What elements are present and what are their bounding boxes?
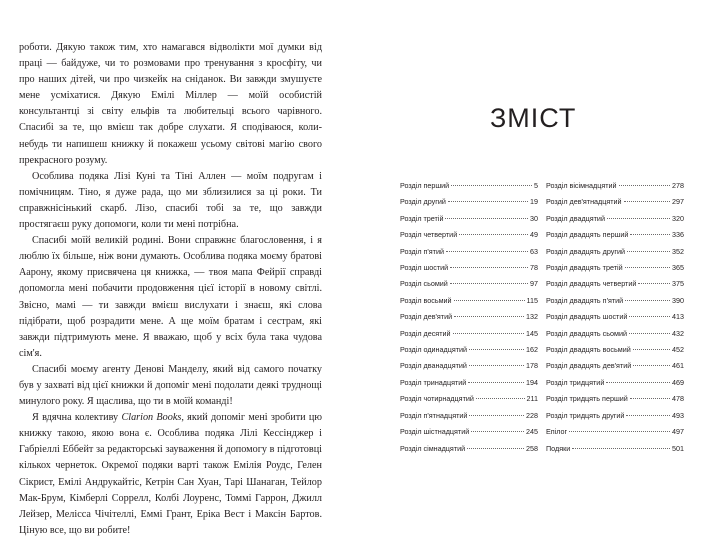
toc-entry[interactable]: [400, 358, 538, 374]
dot-leader: [467, 448, 524, 449]
dot-leader: [469, 349, 524, 350]
toc-entry[interactable]: [546, 211, 684, 227]
dot-leader: [627, 251, 670, 252]
toc-entry[interactable]: [546, 260, 684, 276]
paragraph: роботи. Дякую також тим, хто намагався відволікти мої думки від праці — байдуже, чи то розмовами про тренування з кросфіту, чи про наших дітей, чи про чизкейк на сніданок. Ви завжди змушуєте мене усміхатися. Дякую Емілі Міллер — моїй особистій консультантці зі світу ельфів та любительці всього чарівного. Спасибі за те, що вмієш так добре слухати. Я сподіваюся, коли-небудь ти напишеш книжку й покажеш усьому світові магію свого прекрасного розуму.: [19, 42, 322, 166]
dot-leader: [625, 267, 670, 268]
toc-entry-page-number: 432: [672, 328, 684, 338]
toc-entry-label: Розділ двадцять третій: [546, 263, 623, 273]
dot-leader: [469, 365, 524, 366]
toc-entry-page-number: 452: [672, 345, 684, 355]
toc-entry[interactable]: [400, 276, 538, 292]
toc-entry-page-number: 19: [530, 197, 538, 207]
toc-entry-label: Розділ восьмий: [400, 295, 452, 305]
toc-entry[interactable]: [546, 178, 684, 194]
toc-title: ЗМІСТ: [490, 103, 577, 133]
toc-entry-page-number: 297: [672, 197, 684, 207]
toc-entry[interactable]: [400, 293, 538, 309]
toc-entry[interactable]: [400, 441, 538, 457]
dot-leader: [448, 201, 528, 202]
dot-leader: [476, 398, 525, 399]
dot-leader: [572, 448, 670, 449]
toc-entry[interactable]: [400, 260, 538, 276]
paragraph: Я вдячна колективу Clarion Books, який допоміг мені зробити цю книжку такою, якою вона є. Особлива подяка Лілі Кессінджер і Габріеллі Еббейт за редакторські зауваження й допомогу в підготовці кількох чернеток. Окремої подяки варті також Емілія Роудс, Гелен Сікрист, Емілі Андрукайтіс, Кетрін Сан Хуан, Тарі Шанаган, Тейлор Мак-Брум, Кімберлі Соррелл, Колбі Лоуренс, Томмі Гаррон, Джилл Лейзер, Мелісса Чічітеллі, Еммі Грант, Еріка Вест і Максін Бартов. Ціную все, що ви робите!: [19, 412, 322, 536]
dot-leader: [453, 333, 524, 334]
toc-entry-page-number: 228: [526, 410, 538, 420]
toc-entry-label: Розділ сьомий: [400, 279, 448, 289]
dot-leader: [625, 300, 670, 301]
toc-entry-page-number: 365: [672, 263, 684, 273]
acknowledgments-text: [19, 40, 322, 539]
dot-leader: [454, 316, 524, 317]
toc-entry[interactable]: [546, 244, 684, 260]
toc-entry[interactable]: [400, 309, 538, 325]
toc-entry-label: Розділ двадцять шостий: [546, 312, 628, 322]
toc-entry-label: Розділ двадцять сьомий: [546, 328, 627, 338]
toc-entry-label: Розділ одинадцятий: [400, 345, 468, 355]
toc-entry-label: Епілог: [546, 427, 568, 437]
toc-entry-page-number: 478: [672, 394, 684, 404]
toc-entry-label: Розділ сімнадцятий: [400, 443, 466, 453]
dot-leader: [445, 218, 528, 219]
toc-entry-label: Розділ дванадцятий: [400, 361, 467, 371]
toc-entry-page-number: 162: [526, 345, 538, 355]
toc-entry[interactable]: [400, 326, 538, 342]
toc-entry-page-number: 30: [530, 213, 538, 223]
toc-entry-label: Розділ десятий: [400, 328, 451, 338]
toc-entry-page-number: 5: [534, 181, 538, 190]
dot-leader: [451, 185, 532, 186]
toc-entry[interactable]: [546, 326, 684, 342]
toc-entry-label: Розділ двадцятий: [546, 213, 605, 223]
toc-entry[interactable]: [546, 391, 684, 407]
toc-entry[interactable]: [400, 178, 538, 194]
toc-entry[interactable]: [546, 408, 684, 424]
toc-entry-label: Подяки: [546, 443, 571, 453]
toc-entry[interactable]: [546, 227, 684, 243]
dot-leader: [633, 349, 670, 350]
toc-entry[interactable]: [400, 424, 538, 440]
toc-entry-label: Розділ тринадцятий: [400, 377, 467, 387]
dot-leader: [630, 398, 670, 399]
toc-entry-label: Розділ двадцять восьмий: [546, 345, 631, 355]
toc-entry-page-number: 63: [530, 246, 538, 256]
publisher-name: Clarion Books: [121, 412, 182, 424]
dot-leader: [607, 218, 670, 219]
toc-entry-label: Розділ п'ятнадцятий: [400, 410, 468, 420]
dot-leader: [629, 316, 670, 317]
toc-entry-page-number: 258: [526, 443, 538, 453]
toc-entry-page-number: 375: [672, 279, 684, 289]
dot-leader: [606, 382, 670, 383]
toc-column-left: [400, 178, 538, 457]
paragraph: Спасибі моєму агенту Денові Манделу, який від самого початку був у захваті від цієї книжки й допоміг мені подолати деякі труднощі минулого року. Я щаслива, що ти в моїй команді!: [19, 363, 322, 408]
toc-entry-label: Розділ дев'ятнадцятий: [546, 197, 622, 207]
toc-entry-page-number: 49: [530, 230, 538, 240]
toc-entry-page-number: 278: [672, 181, 684, 190]
toc-entry-page-number: 320: [672, 213, 684, 223]
toc-entry-page-number: 336: [672, 230, 684, 240]
dot-leader: [630, 234, 670, 235]
toc-entry-page-number: 501: [672, 443, 684, 453]
dot-leader: [471, 431, 524, 432]
toc-entry-label: Розділ двадцять четвертий: [546, 279, 637, 289]
toc-entry[interactable]: [400, 244, 538, 260]
toc-entry[interactable]: [400, 194, 538, 210]
toc-entry-page-number: 97: [530, 279, 538, 289]
dot-leader: [468, 382, 524, 383]
toc-entry-page-number: 145: [526, 328, 538, 338]
paragraph: Спасибі моїй великій родині. Вони справжнє благословення, і я люблю їх більше, ніж вони думають. Особлива подяка моєму братові Аарону, якому присвячена ця книжка, — твоя мапа Фейрії справді допомогла мені побачити продовження цієї історії в новому світлі. Звісно, мамі — ти завжди вмієш вислухати і знаєш, які слова підібрати, щоб розрадити мене. А ще моїм братам і сестрам, які завжди підтримують мене. Я вважаю, щоб у всіх була така чудова сім'я.: [19, 235, 322, 359]
toc-entry[interactable]: [546, 293, 684, 309]
toc-entry-label: Розділ тридцятий: [546, 377, 605, 387]
toc-entry-page-number: 178: [526, 361, 538, 371]
toc-entry-label: Розділ третій: [400, 213, 444, 223]
toc-entry-label: Розділ дев'ятий: [400, 312, 453, 322]
toc-entry-label: Розділ двадцять п'ятий: [546, 295, 624, 305]
toc-entry-page-number: 352: [672, 246, 684, 256]
toc-entry[interactable]: [400, 342, 538, 358]
dot-leader: [638, 283, 670, 284]
toc-entry-label: Розділ шістнадцятий: [400, 427, 470, 437]
toc-entry-label: Розділ двадцять другий: [546, 246, 626, 256]
toc-entry-label: Розділ чотирнадцятий: [400, 394, 474, 404]
toc-entry-page-number: 194: [526, 377, 538, 387]
right-page: [360, 0, 720, 540]
dot-leader: [450, 267, 528, 268]
toc-entry-label: Розділ четвертий: [400, 230, 458, 240]
toc-entry-label: Розділ двадцять дев'ятий: [546, 361, 632, 371]
dot-leader: [446, 251, 528, 252]
toc-entry[interactable]: [546, 358, 684, 374]
toc-entry-label: Розділ другий: [400, 197, 446, 207]
toc-entry-page-number: 461: [672, 361, 684, 371]
toc-entry[interactable]: [400, 391, 538, 407]
toc-entry[interactable]: [546, 194, 684, 210]
toc-entry-label: Розділ двадцять перший: [546, 230, 629, 240]
toc-entry-page-number: 132: [526, 312, 538, 322]
toc-entry-page-number: 469: [672, 377, 684, 387]
toc-entry-page-number: 497: [672, 427, 684, 437]
toc-entry-label: Розділ тридцять другий: [546, 410, 625, 420]
toc-entry[interactable]: [546, 375, 684, 391]
toc-entry-page-number: 390: [672, 295, 684, 305]
toc-entry-label: Розділ перший: [400, 181, 450, 190]
dot-leader: [450, 283, 528, 284]
toc-entry-page-number: 245: [526, 427, 538, 437]
toc-entry-page-number: 78: [530, 263, 538, 273]
dot-leader: [469, 415, 524, 416]
toc-entry-page-number: 115: [526, 295, 538, 305]
toc-entry[interactable]: [400, 227, 538, 243]
toc-entry[interactable]: [546, 424, 684, 440]
toc-entry-label: Розділ шостий: [400, 263, 449, 273]
toc-entry[interactable]: [546, 441, 684, 457]
dot-leader: [619, 185, 670, 186]
toc-column-right: [546, 178, 684, 457]
toc-entry-label: Розділ п'ятий: [400, 246, 444, 256]
dot-leader: [629, 333, 670, 334]
dot-leader: [624, 201, 670, 202]
dot-leader: [626, 415, 670, 416]
dot-leader: [569, 431, 670, 432]
toc-entry[interactable]: [546, 309, 684, 325]
toc-entry-page-number: 493: [672, 410, 684, 420]
toc-entry[interactable]: [546, 276, 684, 292]
toc-entry[interactable]: [400, 375, 538, 391]
dot-leader: [459, 234, 528, 235]
toc-entry[interactable]: [546, 342, 684, 358]
toc-entry[interactable]: [400, 408, 538, 424]
toc-entry[interactable]: [400, 211, 538, 227]
dot-leader: [454, 300, 525, 301]
toc-entry-label: Розділ тридцять перший: [546, 394, 628, 404]
toc-entry-page-number: 413: [672, 312, 684, 322]
paragraph: Особлива подяка Лізі Куні та Тіні Аллен — моїм подругам і помічницям. Тіно, я дуже рада, що ми зблизилися за ці роки. Ти справжнісінький скарб. Лізо, спасибі тобі за те, що завжди простягаєш руку допомоги, коли ти мені потрібна.: [19, 170, 322, 231]
toc-entry-page-number: 211: [526, 394, 538, 404]
dot-leader: [633, 365, 670, 366]
toc-entry-label: Розділ вісімнадцятий: [546, 181, 617, 190]
